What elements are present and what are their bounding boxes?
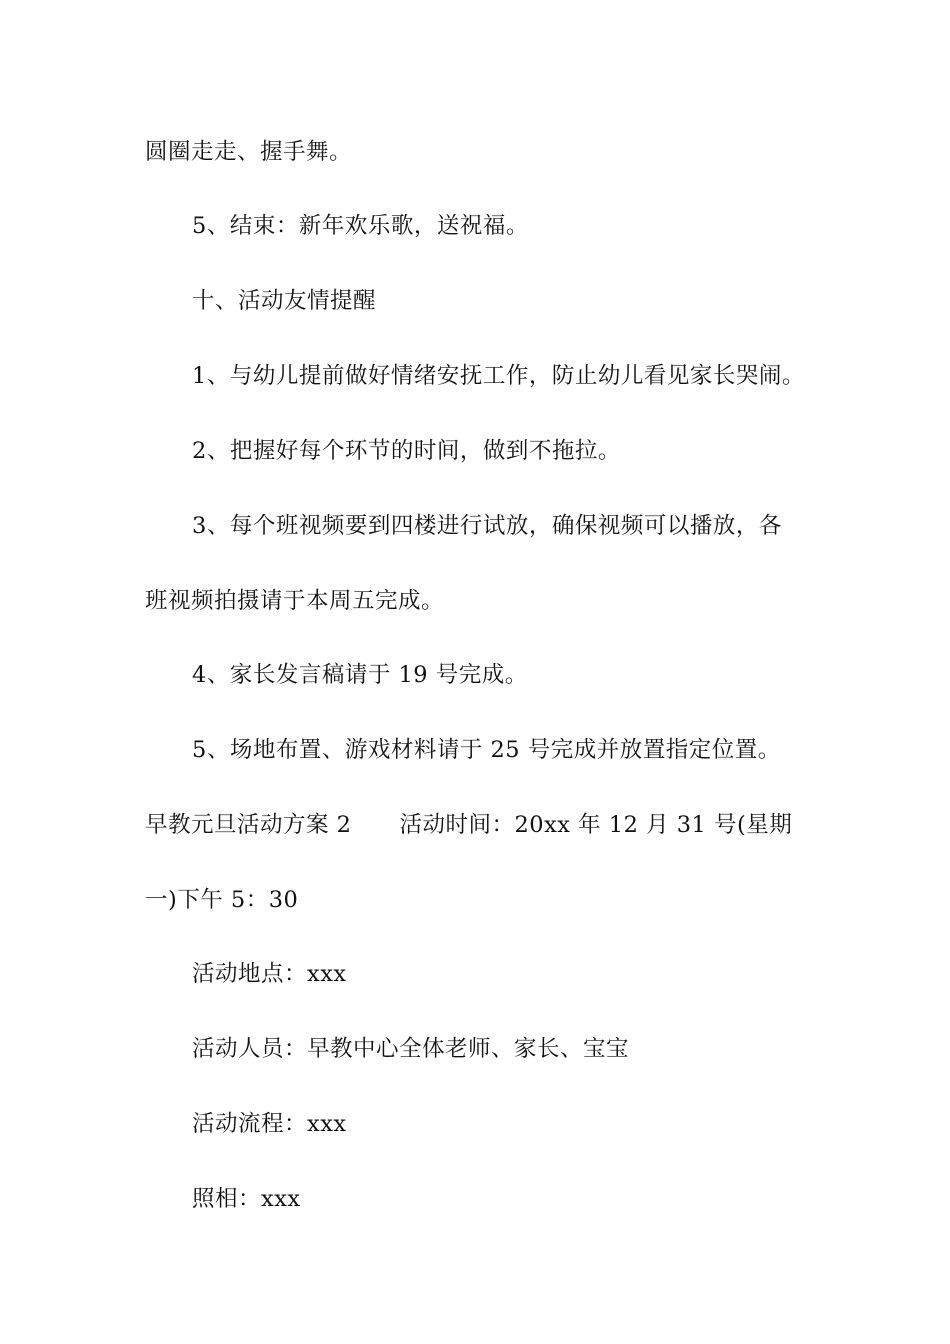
list-item: 2、把握好每个环节的时间，做到不拖拉。 — [192, 438, 621, 464]
section-heading: 十、活动友情提醒 — [192, 288, 377, 314]
title-and-time-line — [145, 810, 792, 840]
activity-time: 活动时间：20xx 年 12 月 31 号(星期 — [399, 812, 793, 838]
list-item: 4、家长发言稿请于 19 号完成。 — [192, 662, 528, 688]
list-item-continuation: 班视频拍摄请于本周五完成。 — [145, 588, 445, 614]
document-title: 早教元旦活动方案 2 — [145, 812, 352, 838]
activity-time-continuation: 一)下午 5：30 — [145, 887, 299, 913]
list-item: 1、与幼儿提前做好情绪安抚工作，防止幼儿看见家长哭闹。 — [192, 363, 805, 389]
activity-process: 活动流程：xxx — [192, 1111, 347, 1137]
paragraph-line: 5、结束：新年欢乐歌，送祝福。 — [192, 213, 529, 239]
activity-participants: 活动人员：早教中心全体老师、家长、宝宝 — [192, 1036, 630, 1062]
photo-item: 照相：xxx — [192, 1186, 301, 1212]
paragraph-line: 圆圈走走、握手舞。 — [145, 139, 353, 165]
list-item: 5、场地布置、游戏材料请于 25 号完成并放置指定位置。 — [192, 737, 781, 763]
activity-location: 活动地点：xxx — [192, 961, 347, 987]
list-item: 3、每个班视频要到四楼进行试放，确保视频可以播放，各 — [192, 513, 782, 539]
